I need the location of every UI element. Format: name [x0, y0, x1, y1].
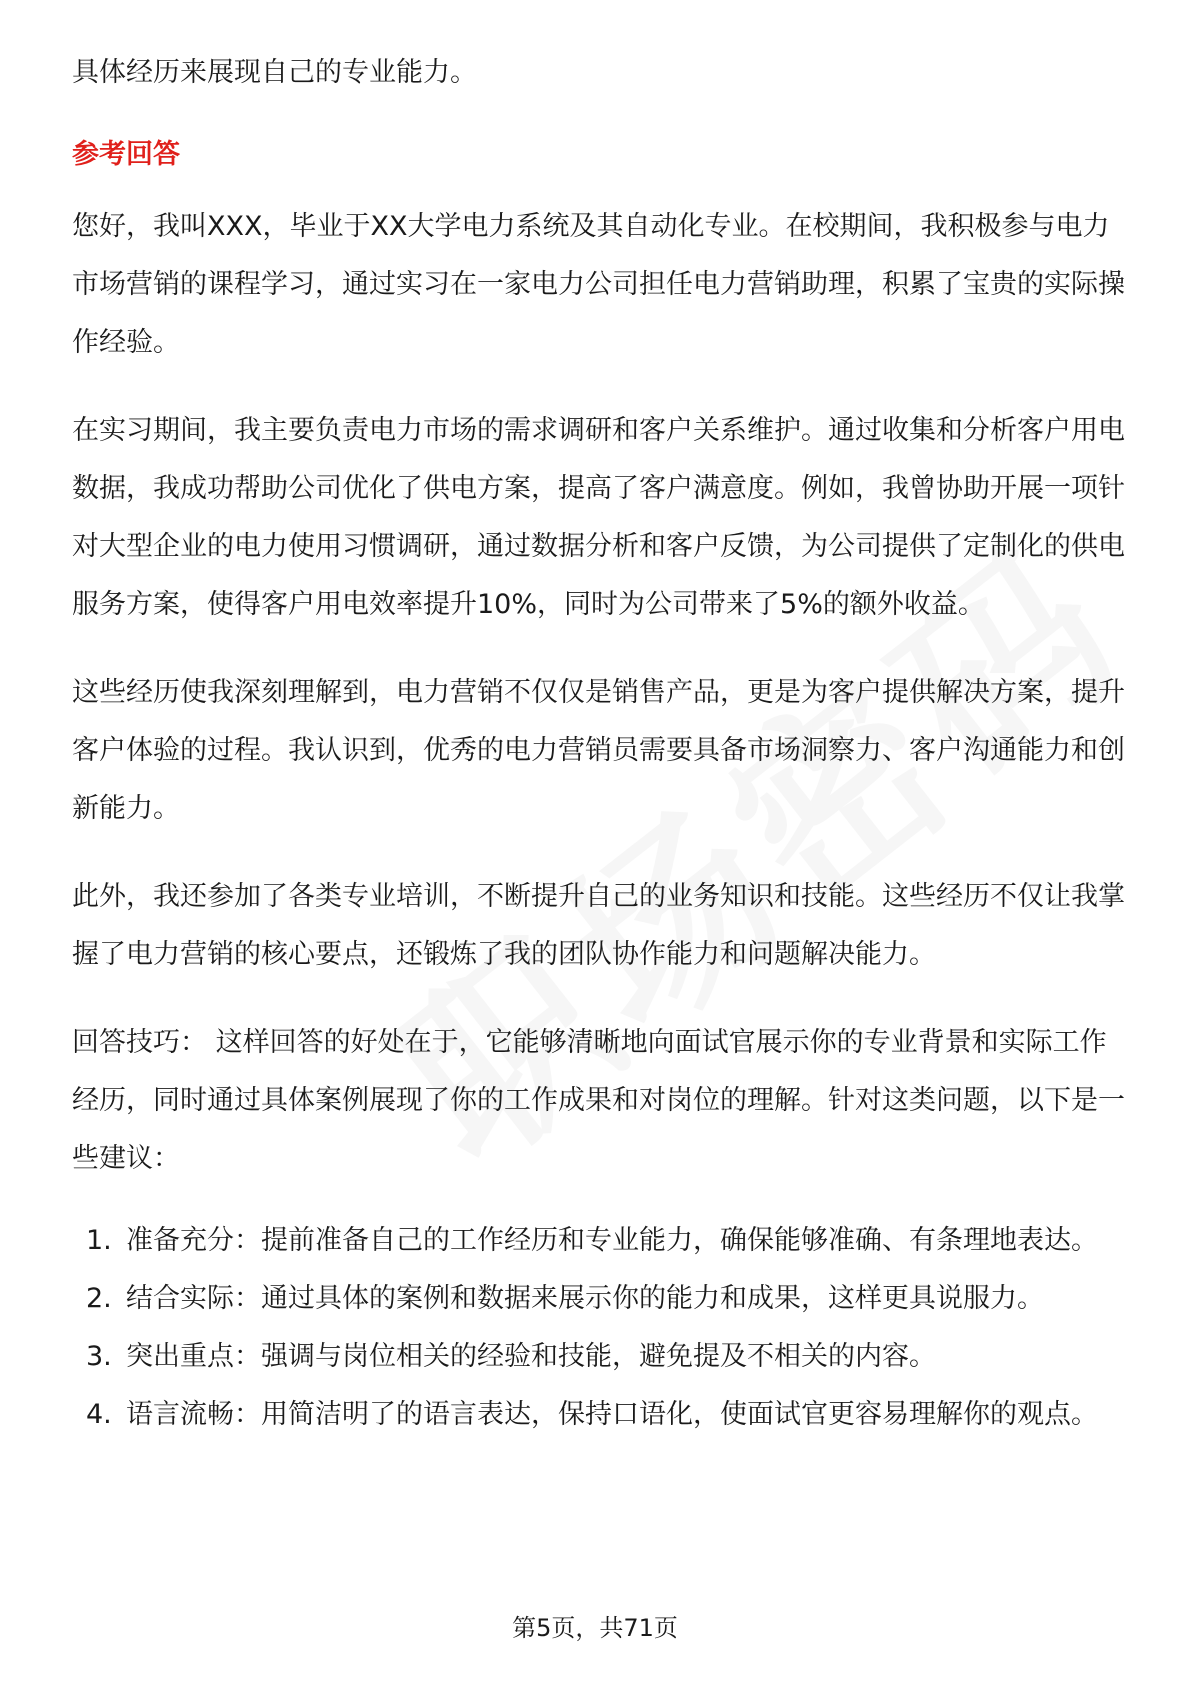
list-item-number: 3.	[86, 1341, 112, 1372]
list-item-number: 4.	[86, 1399, 112, 1430]
list-item-text: 语言流畅：用简洁明了的语言表达，保持口语化，使面试官更容易理解你的观点。	[126, 1399, 1098, 1430]
list-item-text: 结合实际：通过具体的案例和数据来展示你的能力和成果，这样更具说服力。	[126, 1283, 1044, 1314]
section-heading: 参考回答	[72, 139, 180, 170]
list-item-number: 1.	[86, 1225, 112, 1256]
answer-paragraph-4: 此外，我还参加了各类专业培训，不断提升自己的业务知识和技能。这些经历不仅让我掌握了电力营销的核心要点，还锻炼了我的团队协作能力和问题解决能力。	[72, 881, 1125, 970]
tips-intro: 回答技巧： 这样回答的好处在于，它能够清晰地向面试官展示你的专业背景和实际工作经历，同时通过具体案例展现了你的工作成果和对岗位的理解。针对这类问题，以下是一些建议：	[72, 1027, 1125, 1174]
continuation-text: 具体经历来展现自己的专业能力。	[72, 57, 477, 88]
answer-paragraph-1: 您好，我叫XXX，毕业于XX大学电力系统及其自动化专业。在校期间，我积极参与电力市场营销的课程学习，通过实习在一家电力公司担任电力营销助理，积累了宝贵的实际操作经验。	[72, 211, 1125, 358]
list-item-number: 2.	[86, 1283, 112, 1314]
list-item-text: 突出重点：强调与岗位相关的经验和技能，避免提及不相关的内容。	[126, 1341, 936, 1372]
answer-paragraph-3: 这些经历使我深刻理解到，电力营销不仅仅是销售产品，更是为客户提供解决方案，提升客户体验的过程。我认识到，优秀的电力营销员需要具备市场洞察力、客户沟通能力和创新能力。	[72, 677, 1125, 824]
document-body	[72, 44, 1132, 1444]
tips-list	[72, 1212, 1132, 1444]
list-item	[72, 1212, 1132, 1270]
page-number: 第5页，共71页	[512, 1614, 678, 1642]
list-item	[72, 1386, 1132, 1444]
list-item	[72, 1270, 1132, 1328]
list-item	[72, 1328, 1132, 1386]
answer-paragraph-2: 在实习期间，我主要负责电力市场的需求调研和客户关系维护。通过收集和分析客户用电数据，我成功帮助公司优化了供电方案，提高了客户满意度。例如，我曾协助开展一项针对大型企业的电力使用习惯调研，通过数据分析和客户反馈，为公司提供了定制化的供电服务方案，使得客户用电效率提升10%，同时为公司带来了5%的额外收益。	[72, 415, 1125, 620]
list-item-text: 准备充分：提前准备自己的工作经历和专业能力，确保能够准确、有条理地表达。	[126, 1225, 1098, 1256]
